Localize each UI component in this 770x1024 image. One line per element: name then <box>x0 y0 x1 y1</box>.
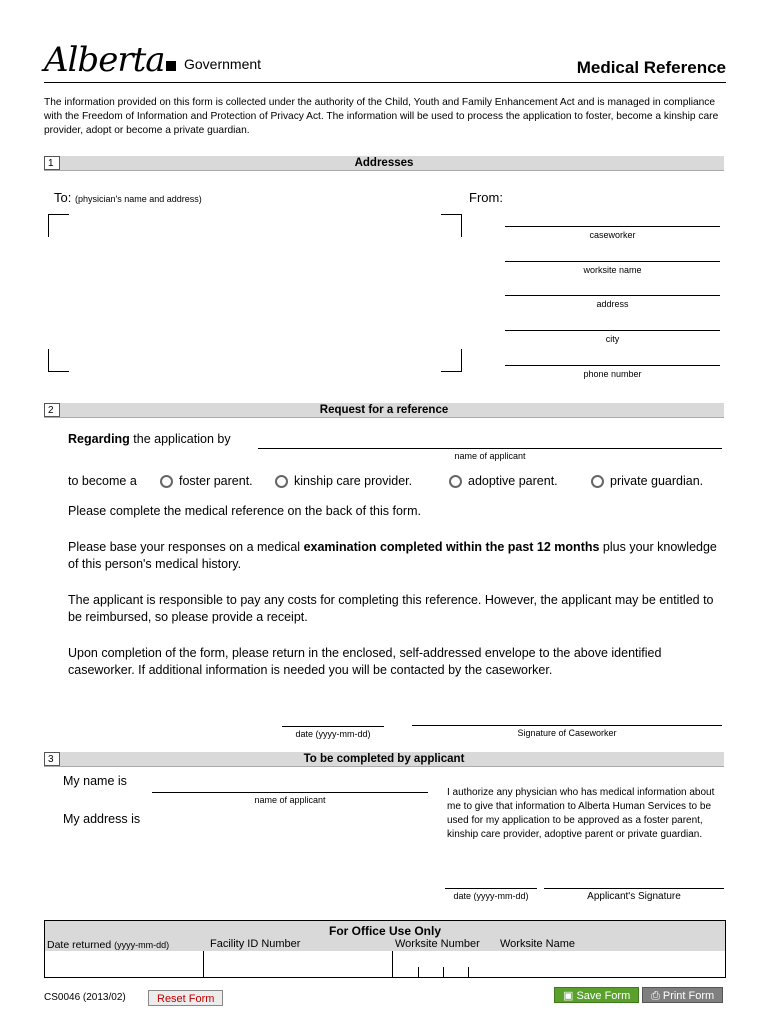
from-caption: city <box>605 334 620 344</box>
to-hint: (physician's name and address) <box>74 194 202 204</box>
header-divider <box>44 82 726 83</box>
intro-text: The information provided on this form is collected under the authority of the Child, Youth and Family Enhancement Act and is managed in compliance with the Freedom of Information and Protection of Privacy Act. The information will be used to process the application to foster, become a kinship care provider, adopt or become a private guardian. <box>44 97 719 136</box>
from-caption: phone number <box>583 369 642 379</box>
office-use-table <box>44 920 726 978</box>
radio-circle-icon[interactable] <box>449 475 462 488</box>
from-label: From: <box>469 190 503 205</box>
authorization-text: I authorize any physician who has medical information about me to give that information to Alberta Human Services to be used for my application to be approved as a foster parent, kinship care provider, adoptive parent or private guardian. <box>447 787 715 840</box>
section-title: To be completed by applicant <box>303 753 465 765</box>
section-title: Request for a reference <box>319 404 449 416</box>
date-returned-field[interactable] <box>45 951 203 977</box>
logo-flag-icon <box>166 61 176 71</box>
physician-address-field[interactable] <box>48 214 462 372</box>
radio-adoptive-parent[interactable] <box>449 474 558 488</box>
save-label: Save Form <box>576 990 631 1002</box>
section-number: 1 <box>44 156 60 170</box>
become-label: to become a <box>68 474 137 488</box>
radio-label: private guardian. <box>610 474 704 488</box>
radio-private-guardian[interactable] <box>591 474 703 488</box>
my-name-label: My name is <box>63 774 127 788</box>
date-returned-label <box>47 939 169 951</box>
to-label-row <box>54 190 202 205</box>
paragraph-complete: Please complete the medical reference on the back of this form. <box>68 504 421 518</box>
signature-caption: Signature of Caseworker <box>517 728 617 738</box>
corner-mark <box>441 349 462 372</box>
logo-wordmark: Alberta <box>44 40 165 80</box>
date-returned-text: Date returned <box>47 939 112 951</box>
corner-mark <box>48 214 69 237</box>
logo-government: Government <box>184 56 262 72</box>
paragraph-return: Upon completion of the form, please return in the enclosed, self-addressed envelope to the above identified caseworker. If additional information is needed you will be contacted by the caseworker. <box>68 646 662 677</box>
regarding-rest: the application by <box>129 432 231 446</box>
comb-tick <box>468 967 469 977</box>
comb-tick <box>418 967 419 977</box>
worksite-number-field[interactable] <box>393 951 491 977</box>
regarding-label <box>68 432 231 446</box>
form-code: CS0046 (2013/02) <box>44 992 126 1003</box>
signature-caption: Applicant's Signature <box>587 891 681 902</box>
p2-pre: Please base your responses on a medical <box>68 540 304 554</box>
radio-label: foster parent. <box>179 474 253 488</box>
print-label: Print Form <box>662 990 715 1002</box>
office-use-header <box>45 921 725 951</box>
section-number: 3 <box>44 752 60 766</box>
save-form-button[interactable] <box>554 987 639 1003</box>
radio-circle-icon[interactable] <box>160 475 173 488</box>
date-caption: date (yyyy-mm-dd) <box>295 729 371 739</box>
section-title: Addresses <box>354 157 414 169</box>
worksite-number-label: Worksite Number <box>395 938 480 950</box>
corner-mark <box>48 349 69 372</box>
worksite-name-field[interactable] <box>491 951 725 977</box>
radio-label: kinship care provider. <box>294 474 413 488</box>
page-title: Medical Reference <box>576 58 726 77</box>
my-address-label: My address is <box>63 812 141 826</box>
section-2-header <box>44 403 724 418</box>
save-disk-icon: ▣ <box>563 990 577 1002</box>
address-field[interactable] <box>505 295 720 296</box>
printer-icon: ⎙ <box>651 990 663 1002</box>
name-caption: name of applicant <box>254 795 326 805</box>
office-use-title: For Office Use Only <box>328 924 442 938</box>
reset-form-button[interactable]: Reset Form <box>148 990 223 1006</box>
paragraph-examination <box>68 539 728 573</box>
applicant-signature-field[interactable] <box>544 888 724 889</box>
worksite-name-label: Worksite Name <box>500 938 575 950</box>
radio-circle-icon[interactable] <box>275 475 288 488</box>
section-number: 2 <box>44 403 60 417</box>
facility-id-field[interactable] <box>204 951 392 977</box>
section-3-header <box>44 752 724 767</box>
caseworker-signature-field[interactable] <box>412 725 722 726</box>
print-form-button[interactable] <box>642 987 723 1003</box>
from-caption: worksite name <box>583 265 642 275</box>
from-caption: address <box>596 299 629 309</box>
corner-mark <box>441 214 462 237</box>
applicant-name-field[interactable] <box>258 448 722 449</box>
radio-foster-parent[interactable] <box>160 474 253 488</box>
applicant-caption: name of applicant <box>454 451 526 461</box>
radio-circle-icon[interactable] <box>591 475 604 488</box>
paragraph-costs: The applicant is responsible to pay any costs for completing this reference. However, the applicant may be entitled to be reimbursed, so please provide a receipt. <box>68 593 714 624</box>
to-label: To: <box>54 190 72 205</box>
worksite-name-field[interactable] <box>505 261 720 262</box>
city-field[interactable] <box>505 330 720 331</box>
phone-number-field[interactable] <box>505 365 720 366</box>
applicant-name-field[interactable] <box>152 792 428 793</box>
regarding-bold: Regarding <box>68 432 130 446</box>
caseworker-field[interactable] <box>505 226 720 227</box>
section-1-header <box>44 156 724 171</box>
date-caption: date (yyyy-mm-dd) <box>453 891 529 901</box>
applicant-date-field[interactable] <box>445 888 537 889</box>
from-caption: caseworker <box>589 230 636 240</box>
date-hint: (yyyy-mm-dd) <box>114 940 170 950</box>
comb-tick <box>443 967 444 977</box>
radio-kinship-care-provider[interactable] <box>275 474 412 488</box>
caseworker-date-field[interactable] <box>282 726 384 727</box>
facility-id-label: Facility ID Number <box>210 938 301 950</box>
p2-bold: examination completed within the past 12 months <box>303 540 600 554</box>
radio-label: adoptive parent. <box>468 474 558 488</box>
p2-post: plus your knowledge of this person's medical history. <box>68 540 717 571</box>
